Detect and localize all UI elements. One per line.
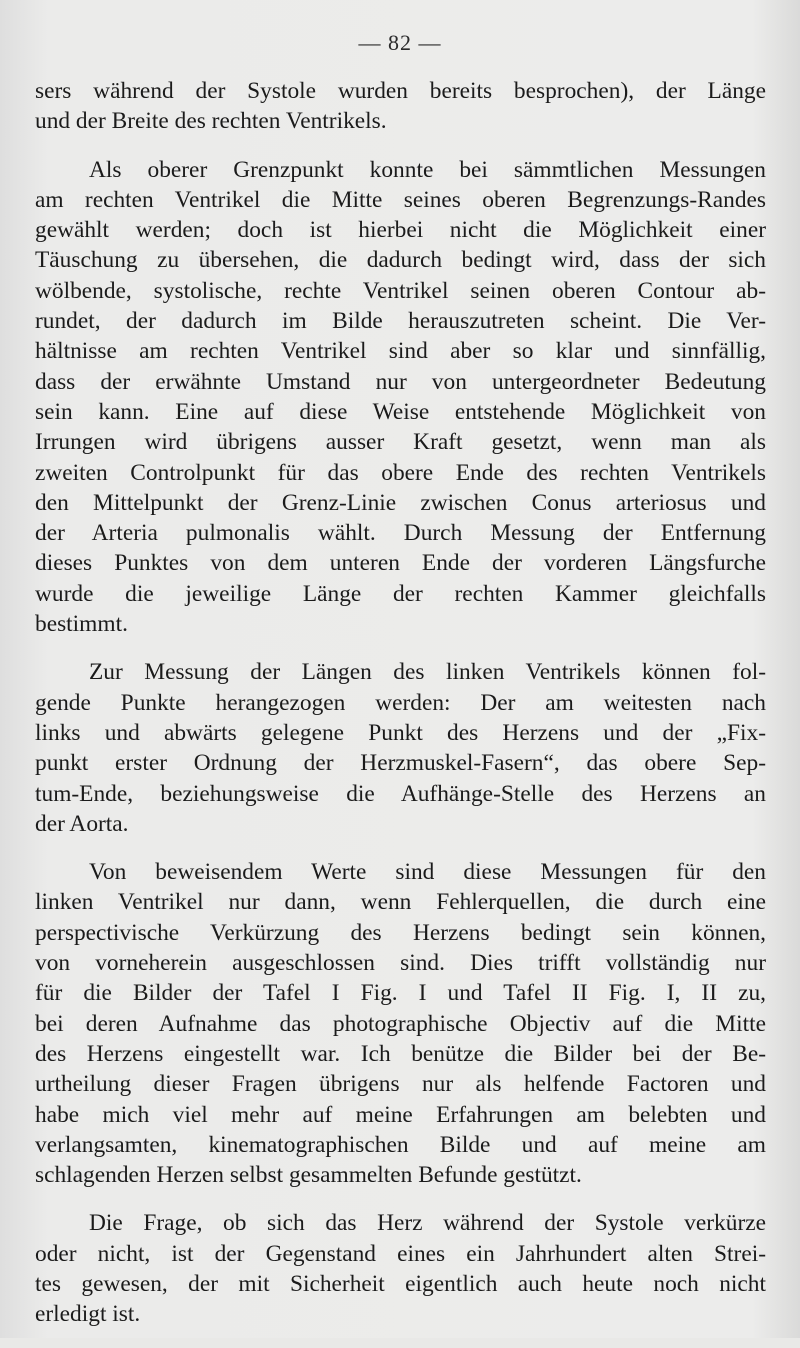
text-line: urtheilung dieser Fragen übrigens nur als helfende Factoren und [35,1071,766,1098]
text-line: und der Breite des rechten Ventrikels. [35,108,387,135]
paragraph [35,1208,766,1329]
text-line: links und abwärts gelegene Punkt des Herzens und der „Fix- [35,719,766,746]
paragraph [35,76,766,137]
text-line: dieses Punktes von dem unteren Ende der vorderen Längsfurche [35,550,766,577]
text-line: Irrungen wird übrigens ausser Kraft gesetzt, wenn man als [35,429,766,456]
text-line: für die Bilder der Tafel I Fig. I und Tafel II Fig. I, II zu, [35,980,766,1007]
text-line: rundet, der dadurch im Bilde herauszutreten scheint. Die Ver- [35,308,766,335]
text-line: den Mittelpunkt der Grenz-Linie zwischen Conus arteriosus und [35,489,766,516]
text-line: hältnisse am rechten Ventrikel sind aber so klar und sinnfällig, [35,338,766,365]
text-line: Täuschung zu übersehen, die dadurch bedingt wird, dass der sich [35,247,766,274]
text-line: erledigt ist. [35,1301,141,1328]
text-line: der Arteria pulmonalis wählt. Durch Messung der Entfernung [35,520,766,547]
text-line: zweiten Controlpunkt für das obere Ende des rechten Ventrikels [35,459,766,486]
paragraph [35,857,766,1190]
text-line: gewählt werden; doch ist hierbei nicht die Möglichkeit einer [35,217,766,244]
text-line: Die Frage, ob sich das Herz während der Systole verkürze [89,1210,766,1237]
text-line: Zur Messung der Längen des linken Ventrikels können fol- [89,659,766,686]
text-line: wölbende, systolische, rechte Ventrikel seinen oberen Contour ab- [35,277,766,304]
text-line: des Herzens eingestellt war. Ich benütze die Bilder bei der Be- [35,1040,766,1067]
text-line: tes gewesen, der mit Sicherheit eigentlich auch heute noch nicht [35,1270,766,1297]
text-line: Von beweisendem Werte sind diese Messungen für den [89,859,766,886]
text-line: habe mich viel mehr auf meine Erfahrungen am belebten und [35,1101,766,1128]
text-line: bestimmt. [35,611,128,638]
text-line: am rechten Ventrikel die Mitte seines oberen Begrenzungs-Randes [35,186,766,213]
text-line: Als oberer Grenzpunkt konnte bei sämmtlichen Messungen [89,156,766,183]
text-line: bei deren Aufnahme das photographische Objectiv auf die Mitte [35,1010,766,1037]
text-line: tum-Ende, beziehungsweise die Aufhänge-Stelle des Herzens an [35,780,766,807]
text-line: perspectivische Verkürzung des Herzens bedingt sein können, [35,919,766,946]
paragraph [35,155,766,640]
text-line: oder nicht, ist der Gegenstand eines ein Jahrhundert alten Strei- [35,1240,766,1267]
text-line: punkt erster Ordnung der Herzmuskel-Fasern“, das obere Sep- [35,750,766,777]
page-number: — 82 — [358,30,442,55]
text-line: der Aorta. [35,810,129,837]
text-line: dass der erwähnte Umstand nur von untergeordneter Bedeutung [35,368,766,395]
text-line: sers während der Systole wurden bereits besprochen), der Länge [35,78,766,104]
text-line: gende Punkte herangezogen werden: Der am weitesten nach [35,689,766,716]
body-text [35,76,766,1348]
text-line: schlagenden Herzen selbst gesammelten Befunde gestützt. [35,1162,582,1189]
text-line: linken Ventrikel nur dann, wenn Fehlerquellen, die durch eine [35,889,766,916]
paragraph [35,657,766,839]
text-line: von vorneherein ausgeschlossen sind. Dies trifft vollständig nur [35,950,766,977]
text-line: sein kann. Eine auf diese Weise entstehende Möglichkeit von [35,398,766,425]
text-line: wurde die jeweilige Länge der rechten Kammer gleichfalls [35,580,766,607]
text-line: verlangsamten, kinematographischen Bilde und auf meine am [35,1131,766,1158]
